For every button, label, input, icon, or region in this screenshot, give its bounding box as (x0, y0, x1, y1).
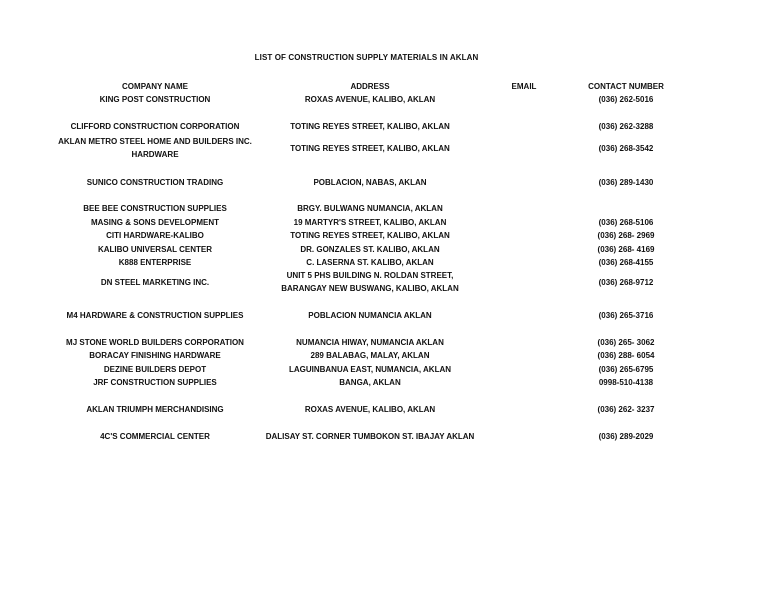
contact-number-cell: (036) 268-5106 (598, 217, 654, 227)
company-name-cell-line: KING POST CONSTRUCTION (99, 94, 211, 104)
company-name-cell (50, 336, 260, 349)
company-name-cell (50, 93, 260, 106)
company-name-cell-line: CITI HARDWARE-KALIBO (106, 230, 204, 240)
company-name-cell (50, 363, 260, 376)
address-cell-line: 289 BALABAG, MALAY, AKLAN (310, 350, 430, 360)
address-cell-line: DALISAY ST. CORNER TUMBOKON ST. IBAJAY AKLAN (265, 431, 475, 441)
company-name-cell-line: MASING & SONS DEVELOPMENT (90, 217, 219, 227)
page-title: LIST OF CONSTRUCTION SUPPLY MATERIALS IN AKLAN (254, 53, 479, 62)
company-name-cell (50, 309, 260, 322)
company-name-cell (50, 120, 260, 133)
contact-number-cell: (036) 289-2029 (598, 431, 654, 441)
company-name-cell-line: KALIBO UNIVERSAL CENTER (97, 244, 213, 254)
address-cell (255, 336, 485, 349)
company-name-cell (50, 256, 260, 269)
contact-number-cell: (036) 262- 3237 (597, 404, 655, 414)
address-cell (255, 120, 485, 133)
company-name-cell-line: AKLAN TRIUMPH MERCHANDISING (86, 404, 224, 414)
contact-number-cell: 0998-510-4138 (598, 377, 654, 387)
address-cell-line: 19 MARTYR'S STREET, KALIBO, AKLAN (293, 217, 447, 227)
contact-number-cell: (036) 262-5016 (598, 94, 654, 104)
company-name-cell (50, 243, 260, 256)
company-name-cell-line: BORACAY FINISHING HARDWARE (89, 350, 221, 360)
address-cell-line: POBLACION NUMANCIA AKLAN (308, 310, 432, 320)
address-cell-line: BANGA, AKLAN (339, 377, 401, 387)
address-cell-line: DR. GONZALES ST. KALIBO, AKLAN (300, 244, 440, 254)
header-address: ADDRESS (350, 82, 390, 91)
company-name-cell-line: DEZINE BUILDERS DEPOT (103, 364, 207, 374)
company-name-cell-line: JRF CONSTRUCTION SUPPLIES (93, 377, 217, 387)
company-name-cell-line: K888 ENTERPRISE (118, 257, 192, 267)
address-cell (255, 142, 485, 155)
address-cell (255, 202, 485, 215)
contact-number-cell: (036) 265- 3062 (597, 337, 655, 347)
address-cell (255, 349, 485, 362)
company-name-cell (50, 430, 260, 443)
address-cell-line: ROXAS AVENUE, KALIBO, AKLAN (304, 404, 436, 414)
contact-number-cell: (036) 268- 4169 (597, 244, 655, 254)
address-cell (255, 243, 485, 256)
company-name-cell (50, 202, 260, 215)
contact-number-cell: (036) 268-9712 (598, 277, 654, 287)
header-email: EMAIL (511, 82, 537, 91)
address-cell (255, 363, 485, 376)
contact-number-cell: (036) 268-4155 (598, 257, 654, 267)
company-name-cell-line: DN STEEL MARKETING INC. (100, 277, 210, 287)
address-cell (255, 93, 485, 106)
address-cell-line: UNIT 5 PHS BUILDING N. ROLDAN STREET, (286, 271, 454, 280)
company-name-cell-line: BEE BEE CONSTRUCTION SUPPLIES (83, 203, 227, 213)
contact-number-cell: (036) 268-3542 (598, 143, 654, 153)
company-name-cell-line: MJ STONE WORLD BUILDERS CORPORATION (66, 337, 244, 347)
address-cell-line: POBLACION, NABAS, AKLAN (313, 177, 427, 187)
address-cell (255, 229, 485, 242)
company-name-cell-line: AKLAN METRO STEEL HOME AND BUILDERS INC. (58, 137, 252, 146)
company-name-cell-line: M4 HARDWARE & CONSTRUCTION SUPPLIES (66, 310, 244, 320)
address-cell (255, 430, 485, 443)
company-name-cell (50, 216, 260, 229)
company-name-cell-line: SUNICO CONSTRUCTION TRADING (86, 177, 224, 187)
address-cell-line: TOTING REYES STREET, KALIBO, AKLAN (290, 121, 450, 131)
company-name-cell (50, 176, 260, 189)
address-cell (255, 216, 485, 229)
address-cell (255, 256, 485, 269)
address-cell-line: NUMANCIA HIWAY, NUMANCIA AKLAN (296, 337, 444, 347)
address-cell (255, 269, 485, 295)
company-name-cell-line: HARDWARE (131, 150, 179, 159)
company-name-cell (50, 349, 260, 362)
company-name-cell (50, 135, 260, 161)
company-name-cell-line: 4C'S COMMERCIAL CENTER (100, 431, 210, 441)
address-cell-line: ROXAS AVENUE, KALIBO, AKLAN (304, 94, 436, 104)
address-cell (255, 376, 485, 389)
address-cell (255, 403, 485, 416)
address-cell-line: TOTING REYES STREET, KALIBO, AKLAN (290, 143, 450, 153)
contact-number-cell: (036) 268- 2969 (597, 230, 655, 240)
company-name-cell (50, 376, 260, 389)
address-cell (255, 176, 485, 189)
header-company-name: COMPANY NAME (122, 82, 188, 91)
address-cell-line: BRGY. BULWANG NUMANCIA, AKLAN (297, 203, 443, 213)
company-name-cell-line: CLIFFORD CONSTRUCTION CORPORATION (70, 121, 240, 131)
company-name-cell (50, 276, 260, 289)
address-cell-line: LAGUINBANUA EAST, NUMANCIA, AKLAN (288, 364, 452, 374)
company-name-cell (50, 403, 260, 416)
address-cell-line: C. LASERNA ST. KALIBO, AKLAN (306, 257, 434, 267)
contact-number-cell: (036) 288- 6054 (597, 350, 655, 360)
address-cell-line: BARANGAY NEW BUSWANG, KALIBO, AKLAN (281, 284, 459, 293)
address-cell-line: TOTING REYES STREET, KALIBO, AKLAN (290, 230, 450, 240)
contact-number-cell: (036) 262-3288 (598, 121, 654, 131)
contact-number-cell: (036) 265-6795 (598, 364, 654, 374)
header-contact-number: CONTACT NUMBER (588, 82, 664, 91)
contact-number-cell: (036) 265-3716 (598, 310, 654, 320)
address-cell (255, 309, 485, 322)
company-name-cell (50, 229, 260, 242)
contact-number-cell: (036) 289-1430 (598, 177, 654, 187)
